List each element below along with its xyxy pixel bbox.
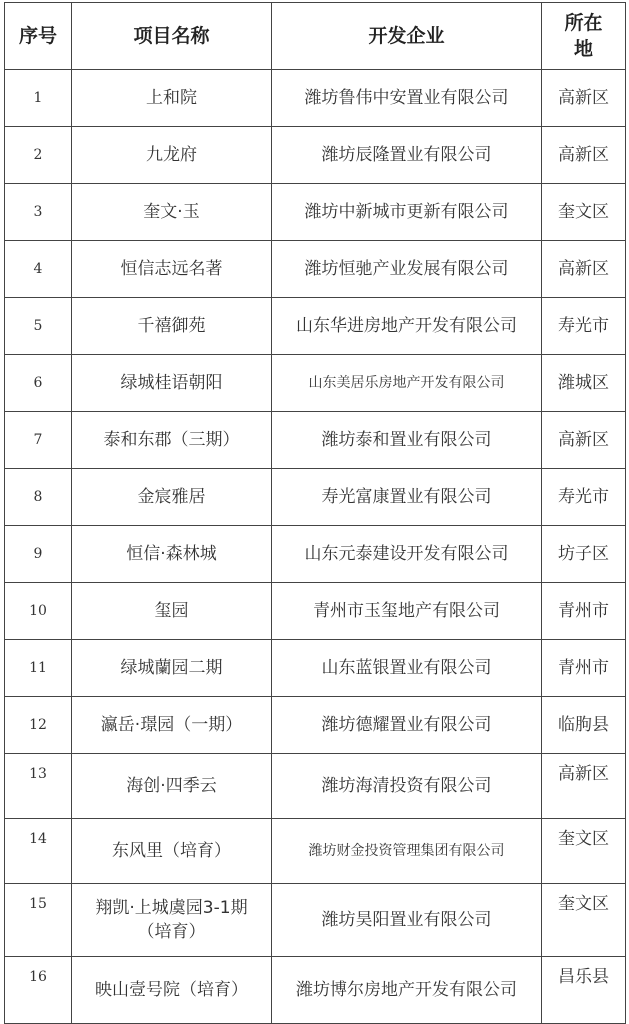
row-no: 7: [5, 412, 72, 469]
row-location: 奎文区: [542, 884, 626, 957]
row-no: 14: [5, 819, 72, 884]
row-location: 青州市: [542, 640, 626, 697]
row-no: 8: [5, 469, 72, 526]
table-row: [5, 412, 626, 469]
row-no: 4: [5, 241, 72, 298]
row-location: 寿光市: [542, 469, 626, 526]
row-project: 绿城蘭园二期: [72, 640, 272, 697]
row-developer: 山东美居乐房地产开发有限公司: [272, 355, 542, 412]
row-location: 高新区: [542, 241, 626, 298]
row-project: 奎文·玉: [72, 184, 272, 241]
row-location: 青州市: [542, 583, 626, 640]
table-row: [5, 298, 626, 355]
row-developer: 山东华进房地产开发有限公司: [272, 298, 542, 355]
header-location: 所在地: [542, 3, 626, 70]
project-table: [4, 2, 626, 1024]
row-project: 上和院: [72, 70, 272, 127]
table-row: [5, 583, 626, 640]
row-developer: 潍坊德耀置业有限公司: [272, 697, 542, 754]
row-no: 16: [5, 957, 72, 1024]
row-project: 九龙府: [72, 127, 272, 184]
row-project: 瀛岳·璟园（一期）: [72, 697, 272, 754]
row-developer: 寿光富康置业有限公司: [272, 469, 542, 526]
row-no: 12: [5, 697, 72, 754]
row-no: 11: [5, 640, 72, 697]
row-project: 泰和东郡（三期）: [72, 412, 272, 469]
row-location: 临朐县: [542, 697, 626, 754]
row-no: 15: [5, 884, 72, 957]
row-project: 千禧御苑: [72, 298, 272, 355]
row-project: 恒信志远名著: [72, 241, 272, 298]
row-no: 9: [5, 526, 72, 583]
table-row: [5, 884, 626, 957]
row-project: 映山壹号院（培育）: [72, 957, 272, 1024]
row-location: 奎文区: [542, 819, 626, 884]
table-row: [5, 957, 626, 1024]
header-project: 项目名称: [72, 3, 272, 70]
table-row: [5, 697, 626, 754]
row-developer: 潍坊泰和置业有限公司: [272, 412, 542, 469]
row-developer: 潍坊海清投资有限公司: [272, 754, 542, 819]
row-no: 1: [5, 70, 72, 127]
table-row: [5, 127, 626, 184]
table-row: [5, 184, 626, 241]
header-no: 序号: [5, 3, 72, 70]
row-no: 3: [5, 184, 72, 241]
table-row: [5, 640, 626, 697]
row-project: 东风里（培育）: [72, 819, 272, 884]
row-developer: 青州市玉玺地产有限公司: [272, 583, 542, 640]
row-location: 高新区: [542, 127, 626, 184]
row-location: 高新区: [542, 754, 626, 819]
row-developer: 山东元泰建设开发有限公司: [272, 526, 542, 583]
row-project: 绿城桂语朝阳: [72, 355, 272, 412]
row-no: 13: [5, 754, 72, 819]
row-developer: 潍坊博尔房地产开发有限公司: [272, 957, 542, 1024]
table-row: [5, 469, 626, 526]
row-location: 高新区: [542, 70, 626, 127]
table-row: [5, 526, 626, 583]
table-header-row: [5, 3, 626, 70]
row-location: 奎文区: [542, 184, 626, 241]
row-project: 海创·四季云: [72, 754, 272, 819]
row-location: 寿光市: [542, 298, 626, 355]
row-developer: 潍坊辰隆置业有限公司: [272, 127, 542, 184]
row-developer: 潍坊中新城市更新有限公司: [272, 184, 542, 241]
table-row: [5, 819, 626, 884]
row-location: 高新区: [542, 412, 626, 469]
table-row: [5, 70, 626, 127]
row-location: 坊子区: [542, 526, 626, 583]
row-no: 5: [5, 298, 72, 355]
row-project: 恒信·森林城: [72, 526, 272, 583]
row-developer: 山东蓝银置业有限公司: [272, 640, 542, 697]
row-developer: 潍坊财金投资管理集团有限公司: [272, 819, 542, 884]
row-no: 6: [5, 355, 72, 412]
row-location: 昌乐县: [542, 957, 626, 1024]
row-project: 金宸雅居: [72, 469, 272, 526]
row-developer: 潍坊昊阳置业有限公司: [272, 884, 542, 957]
table-row: [5, 355, 626, 412]
row-no: 2: [5, 127, 72, 184]
row-project: 翔凯·上城虞园3-1期（培育）: [72, 884, 272, 957]
row-developer: 潍坊鲁伟中安置业有限公司: [272, 70, 542, 127]
table-row: [5, 241, 626, 298]
row-no: 10: [5, 583, 72, 640]
header-developer: 开发企业: [272, 3, 542, 70]
table-row: [5, 754, 626, 819]
row-developer: 潍坊恒驰产业发展有限公司: [272, 241, 542, 298]
row-project: 玺园: [72, 583, 272, 640]
row-location: 潍城区: [542, 355, 626, 412]
